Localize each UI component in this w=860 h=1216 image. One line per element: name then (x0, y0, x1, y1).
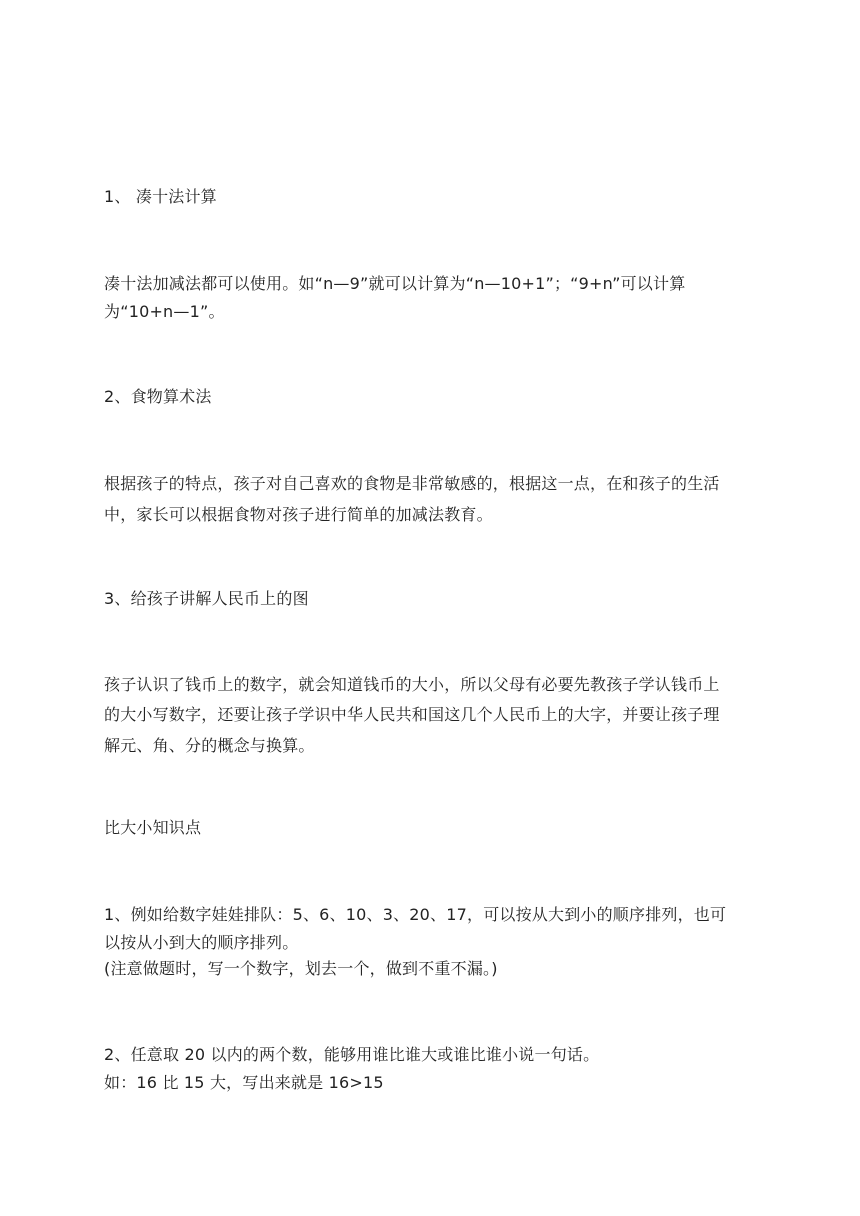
compare-item1-note: (注意做题时，写一个数字，划去一个，做到不重不漏。) (104, 959, 498, 978)
section2-body-line1: 根据孩子的特点，孩子对自己喜欢的食物是非常敏感的，根据这一点，在和孩子的生活 (104, 474, 720, 493)
section3-body-line1: 孩子认识了钱币上的数字，就会知道钱币的大小，所以父母有必要先教孩子学认钱币上 (104, 675, 720, 694)
section1-body-line2: 为“10+n—1”。 (104, 302, 225, 321)
compare-item1-line2: 以按从小到大的顺序排列。 (104, 933, 299, 952)
section3-body-line2: 的大小写数字，还要让孩子学识中华人民共和国这几个人民币上的大字，并要让孩子理 (104, 705, 720, 724)
section1-heading: 1、 凑十法计算 (104, 187, 217, 206)
compare-item2-line2: 如：16 比 15 大，写出来就是 16>15 (104, 1073, 384, 1092)
section3-heading: 3、给孩子讲解人民币上的图 (104, 589, 309, 608)
section1-body-line1: 凑十法加减法都可以使用。如“n—9”就可以计算为“n—10+1”；“9+n”可以计算 (104, 274, 686, 293)
compare-item2-line1: 2、任意取 20 以内的两个数，能够用谁比谁大或谁比谁小说一句话。 (104, 1045, 600, 1064)
compare-item1-line1: 1、例如给数字娃娃排队：5、6、10、3、20、17，可以按从大到小的顺序排列，也可 (104, 905, 727, 924)
section3-body-line3: 解元、角、分的概念与换算。 (104, 736, 315, 755)
section2-body-line2: 中，家长可以根据食物对孩子进行简单的加减法教育。 (104, 505, 493, 524)
section2-heading: 2、食物算术法 (104, 387, 212, 406)
compare-heading: 比大小知识点 (104, 818, 202, 837)
